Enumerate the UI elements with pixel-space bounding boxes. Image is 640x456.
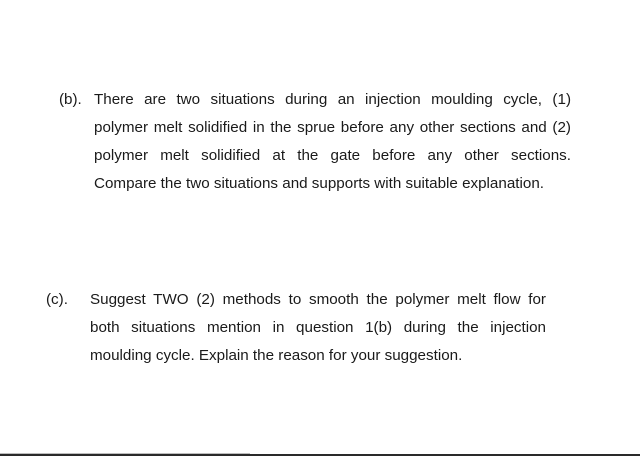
question-b-text (94, 86, 571, 198)
question-c-line-1: Suggest TWO (2) methods to smooth the polymer melt flow for (90, 291, 546, 308)
question-c-line-2: both situations mention in question 1(b) during the injection (90, 319, 546, 336)
question-b-line-4: Compare the two situations and supports with suitable explanation. (94, 175, 544, 192)
question-c-text (90, 286, 546, 370)
question-b-line-3: polymer melt solidified at the gate before any other sections. (94, 147, 571, 164)
question-b-line-1: There are two situations during an injection moulding cycle, (1) (94, 91, 571, 108)
question-b-line-2: polymer melt solidified in the sprue before any other sections and (2) (94, 119, 571, 136)
question-c (46, 286, 546, 370)
question-c-line-3: moulding cycle. Explain the reason for your suggestion. (90, 347, 463, 364)
question-c-label: (c). (46, 291, 68, 308)
question-b-label: (b). (59, 91, 82, 108)
question-b (59, 86, 571, 198)
